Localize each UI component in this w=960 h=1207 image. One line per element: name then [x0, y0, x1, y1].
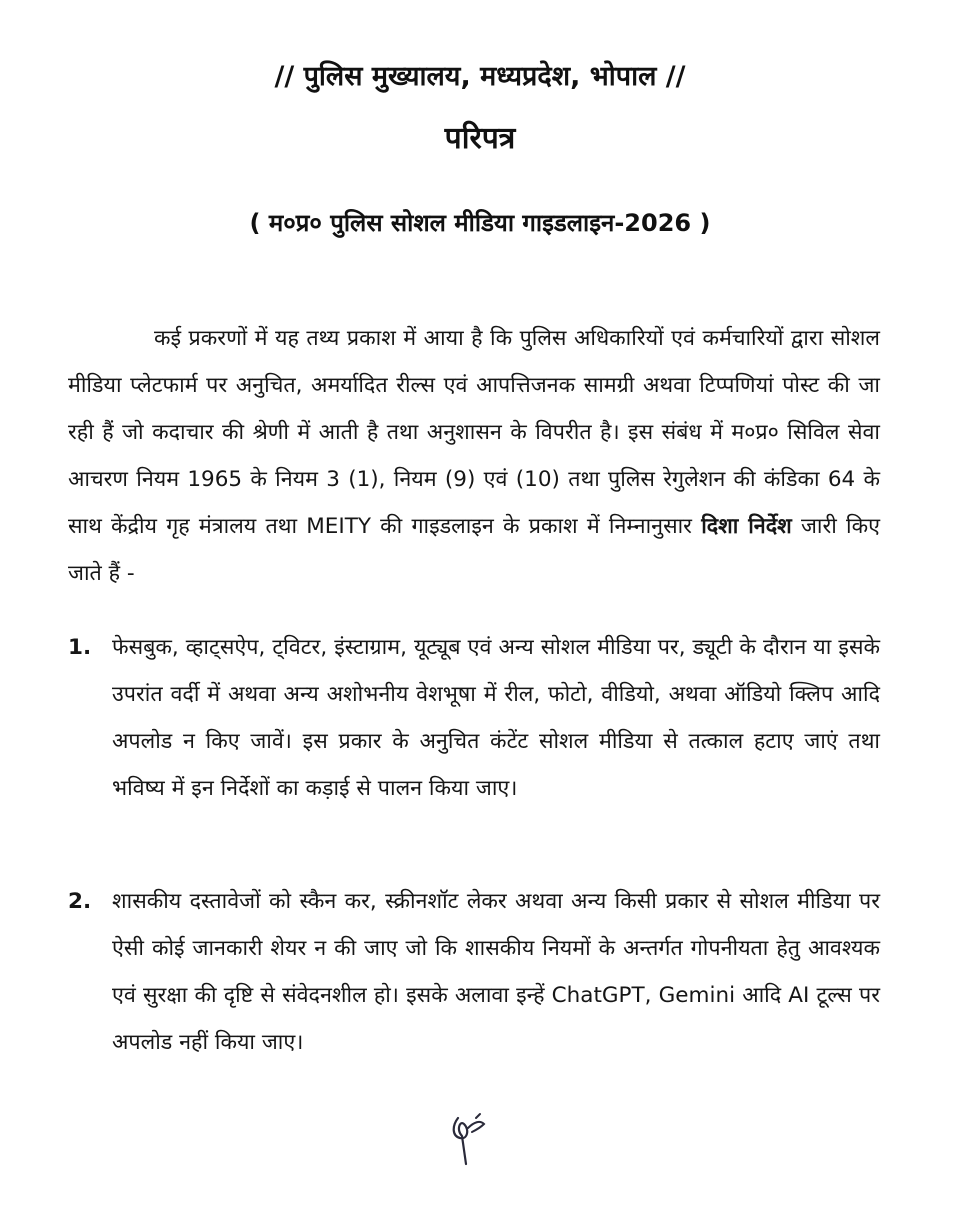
item-text: शासकीय दस्तावेजों को स्कैन कर, स्क्रीनशॉट लेकर अथवा अन्य किसी प्रकार से सोशल मीडिया पर ऐसी कोई जानकारी शेयर न की जाए जो कि शासकीय नियमों के अन्तर्गत गोपनीयता हेतु आवश्यक एवं सुरक्षा की दृष्टि से संवेदनशील हो। इसके अलावा इन्हें ChatGPT, Gemini आदि AI टूल्स पर अपलोड नहीं किया जाए। — [112, 889, 880, 1055]
guideline-item-2 — [68, 878, 880, 1066]
guideline-item-1 — [68, 624, 880, 812]
handwritten-signature-icon — [440, 1108, 500, 1170]
intro-paragraph — [68, 315, 880, 597]
intro-emphasis: दिशा निर्देश — [701, 514, 792, 539]
intro-text-before: कई प्रकरणों में यह तथ्य प्रकाश में आया है कि पुलिस अधिकारियों एवं कर्मचारियों द्वारा सोशल मीडिया प्लेटफार्म पर अनुचित, अमर्यादित रील्स एवं आपत्तिजनक सामग्री अथवा टिप्पणियां पोस्ट की जा रही हैं जो कदाचार की श्रेणी में आती है तथा अनुशासन के विपरीत है। इस संबंध में म०प्र० सिविल सेवा आचरण नियम 1965 के नियम 3 (1), नियम (9) एवं (10) तथा पुलिस रेगुलेशन की कंडिका 64 के साथ केंद्रीय गृह मंत्रालय तथा MEITY की गाइडलाइन के प्रकाश में निम्नानुसार — [68, 326, 880, 539]
item-text: फेसबुक, व्हाट्सऐप, ट्विटर, इंस्टाग्राम, यूट्यूब एवं अन्य सोशल मीडिया पर, ड्यूटी के दौरान या इसके उपरांत वर्दी में अथवा अन्य अशोभनीय वेशभूषा में रील, फोटो, वीडियो, अथवा ऑडियो क्लिप आदि अपलोड न किए जावें। इस प्रकार के अनुचित कंटेंट सोशल मीडिया से तत्काल हटाए जाएं तथा भविष्य में इन निर्देशों का कड़ाई से पालन किया जाए। — [112, 635, 880, 801]
office-heading: // पुलिस मुख्यालय, मध्यप्रदेश, भोपाल // — [274, 61, 686, 92]
intro-text-after: जारी किए जाते हैं - — [68, 514, 880, 586]
signature-icon — [440, 1108, 500, 1170]
item-number: 1. — [68, 635, 92, 660]
document-title: परिपत्र — [444, 121, 516, 156]
document-subtitle: ( म०प्र० पुलिस सोशल मीडिया गाइडलाइन-2026 ) — [249, 209, 711, 237]
item-number: 2. — [68, 889, 92, 914]
